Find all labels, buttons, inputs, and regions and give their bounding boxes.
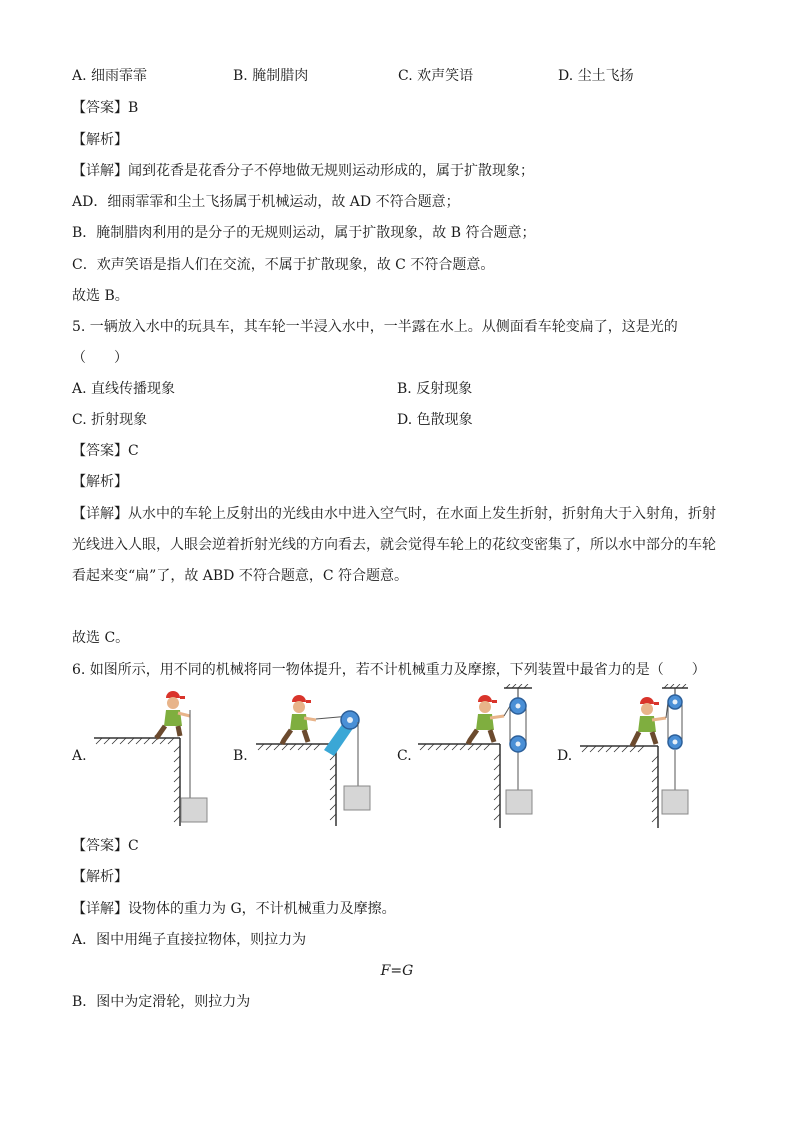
q6-detail-row (72, 899, 396, 919)
q6-part-b: B．图中为定滑轮，则拉力为 (72, 994, 251, 1010)
q6-figure-b (254, 686, 384, 828)
load-box (506, 790, 532, 814)
ground-ledge (256, 744, 336, 826)
pulley-axle (516, 704, 521, 709)
q4-detail-line: AD．细雨霏霏和尘土飞扬属于机械运动，故 AD 不符合题意； (72, 194, 460, 210)
q4-conclusion: 故选 B。 (72, 288, 129, 304)
q6-part-a: A．图中用绳子直接拉物体，则拉力为 (72, 932, 307, 948)
q5-conclusion: 故选 C。 (72, 630, 130, 646)
q4-detail-line: B．腌制腊肉利用的是分子的无规则运动，属于扩散现象，故 B 符合题意； (72, 225, 536, 241)
q6-figure-a (92, 686, 222, 828)
q5-detail-line: 看起来变“扁”了，故 ABD 不符合题意，C 符合题意。 (72, 568, 408, 584)
pulley-axle (516, 742, 521, 747)
pulley-axle (673, 740, 678, 745)
q6-figure-label-a: A. (72, 748, 87, 764)
q5-detail-line: 光线进入人眼，人眼会逆着折射光线的方向看去，就会觉得车轮上的花纹变密集了，所以水中部分的车轮 (72, 537, 716, 553)
q5-answer-tag: 【答案】 (72, 443, 128, 459)
q4-answer-tag: 【答案】 (72, 100, 128, 116)
load-box (662, 790, 688, 814)
q4-option-b: B. 腌制腊肉 (233, 68, 309, 84)
q5-stem-line2: （ ） (72, 350, 128, 366)
load-box (181, 798, 207, 822)
ceiling-support (504, 684, 532, 698)
q5-detail-row (72, 504, 716, 524)
q6-formula-a: F=G (380, 963, 414, 979)
q4-detail-tag: 【详解】 (72, 163, 128, 179)
q4-detail-line: 闻到花香是花香分子不停地做无规则运动形成的，属于扩散现象； (128, 163, 534, 179)
q4-answer: B (128, 100, 139, 116)
q4-detail-line: C．欢声笑语是指人们在交流，不属于扩散现象，故 C 不符合题意。 (72, 257, 495, 273)
q6-figure-c (416, 684, 546, 830)
q6-answer-tag: 【答案】 (72, 838, 128, 854)
q4-answer-row (72, 98, 138, 118)
q5-answer: C (128, 443, 139, 459)
ground-ledge (418, 744, 500, 828)
q5-detail-line: 从水中的车轮上反射出的光线由水中进入空气时，在水面上发生折射，折射角大于入射角，折射 (128, 506, 716, 522)
q6-figure-d (578, 684, 708, 830)
q4-detail-row (72, 161, 534, 181)
q6-figure-label-c: C. (397, 748, 412, 764)
pulley-axle (673, 700, 678, 705)
q5-option-c: C. 折射现象 (72, 412, 148, 428)
load-box (344, 786, 370, 810)
ground-ledge (94, 738, 180, 826)
ground-ledge (580, 746, 658, 828)
worker-figure (468, 695, 504, 744)
q5-analysis-tag: 【解析】 (72, 474, 128, 490)
q6-answer: C (128, 838, 139, 854)
q6-stem: 6. 如图所示，用不同的机械将同一物体提升，若不计机械重力及摩擦，下列装置中最省力的是（ ） (72, 662, 706, 678)
q4-option-c: C. 欢声笑语 (398, 68, 474, 84)
worker-figure (156, 691, 190, 738)
q5-detail-tag: 【详解】 (72, 506, 128, 522)
worker-figure (282, 695, 316, 744)
q6-detail-tag: 【详解】 (72, 901, 128, 917)
pulley-axle (347, 717, 353, 723)
q4-analysis-tag: 【解析】 (72, 132, 128, 148)
q5-option-a: A. 直线传播现象 (72, 381, 176, 397)
q4-option-d: D. 尘土飞扬 (558, 68, 634, 84)
q6-figure-label-d: D. (557, 748, 573, 764)
q5-option-b: B. 反射现象 (397, 381, 473, 397)
q6-analysis-tag: 【解析】 (72, 869, 128, 885)
q6-figure-label-b: B. (233, 748, 248, 764)
q4-option-a: A. 细雨霏霏 (72, 68, 148, 84)
worker-figure (632, 697, 666, 746)
ceiling-support (662, 684, 688, 696)
q5-answer-row (72, 441, 139, 461)
q6-answer-row (72, 836, 139, 856)
q5-option-d: D. 色散现象 (397, 412, 473, 428)
q5-stem-line1: 5. 一辆放入水中的玩具车，其车轮一半浸入水中，一半露在水上。从侧面看车轮变扁了，这是光的 (72, 319, 678, 335)
q6-detail-line: 设物体的重力为 G，不计机械重力及摩擦。 (128, 901, 396, 917)
